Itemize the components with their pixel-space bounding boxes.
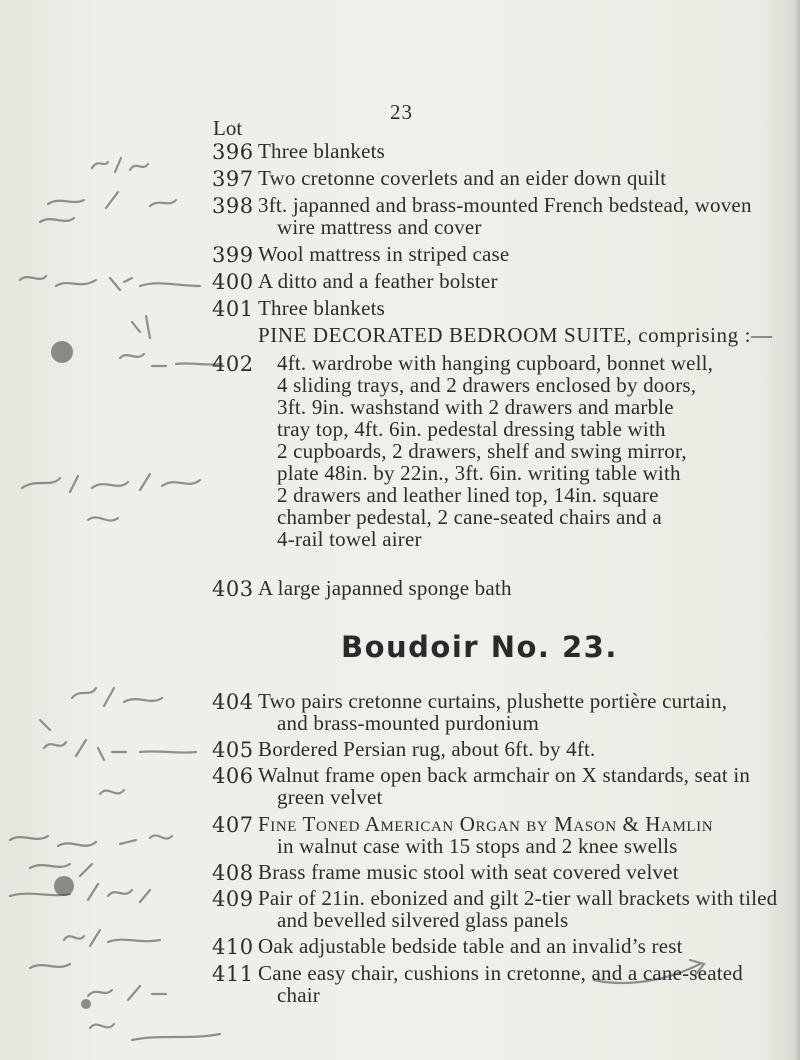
description-line: 4ft. wardrobe with hanging cupboard, bonnet well, [277, 351, 714, 375]
description-line: and bevelled silvered glass panels [277, 908, 569, 932]
lot-description [258, 861, 792, 883]
lot-description [258, 194, 792, 238]
lot-description [258, 764, 792, 808]
description-line: Walnut frame open back armchair on X standards, seat in [258, 763, 751, 787]
section-heading: Boudoir No. 23. [341, 630, 618, 664]
description-line: Three blankets [258, 139, 385, 163]
page-number: 23 [390, 100, 413, 124]
lot-number: 396 [212, 140, 254, 164]
description-line: plate 48in. by 22in., 3ft. 6in. writing table with [277, 461, 681, 485]
description-line: 3ft. japanned and brass-mounted French bedstead, woven [258, 193, 752, 217]
lot-column-header: Lot [213, 116, 243, 140]
lot-number: 397 [212, 167, 254, 191]
lot-number: 401 [212, 297, 254, 321]
lot-number: 406 [212, 764, 254, 788]
description-line: tray top, 4ft. 6in. pedestal dressing table with [277, 417, 666, 441]
suite-heading-text: PINE DECORATED BEDROOM SUITE, comprising :— [258, 323, 773, 347]
lot-number: 410 [212, 935, 254, 959]
lot-description [258, 140, 792, 162]
description-line: Two pairs cretonne curtains, plushette portière curtain, [258, 689, 728, 713]
lot-description [258, 167, 792, 189]
lot-number: 399 [212, 243, 254, 267]
lot-description [258, 813, 792, 857]
lot-number: 403 [212, 577, 254, 601]
lot-number: 409 [212, 887, 254, 911]
description-line: Bordered Persian rug, about 6ft. by 4ft. [258, 737, 596, 761]
lot-number: 400 [212, 270, 254, 294]
description-line: Pair of 21in. ebonized and gilt 2-tier wall brackets with tiled [258, 886, 778, 910]
description-line: green velvet [277, 785, 383, 809]
description-line: 4-rail towel airer [277, 527, 422, 551]
description-line: chamber pedestal, 2 cane-seated chairs and a [277, 505, 662, 529]
lot-description [258, 962, 792, 1006]
description-line: 3ft. 9in. washstand with 2 drawers and marble [277, 395, 674, 419]
lot-number: 405 [212, 738, 254, 762]
description-line: in walnut case with 15 stops and 2 knee swells [277, 834, 678, 858]
lot-number: 404 [212, 690, 254, 714]
lot-description [258, 690, 792, 734]
lot-description [258, 887, 792, 931]
description-line: Wool mattress in striped case [258, 242, 510, 266]
description-line: 2 cupboards, 2 drawers, shelf and swing mirror, [277, 439, 687, 463]
suite-heading [258, 324, 792, 346]
lot-description [277, 352, 792, 550]
lot-number: 398 [212, 194, 254, 218]
lot-description [258, 297, 792, 319]
description-line: 4 sliding trays, and 2 drawers enclosed by doors, [277, 373, 697, 397]
description-line: Brass frame music stool with seat covered velvet [258, 860, 679, 884]
description-line: Oak adjustable bedside table and an invalid’s rest [258, 934, 683, 958]
lot-description [258, 270, 792, 292]
lot-description [258, 577, 792, 599]
page-edge-shadow [794, 0, 800, 1060]
lot-number: 411 [212, 962, 254, 986]
description-line: and brass-mounted purdonium [277, 711, 540, 735]
lot-number: 407 [212, 813, 254, 837]
description-line: 2 drawers and leather lined top, 14in. square [277, 483, 659, 507]
lot-description [258, 243, 792, 265]
description-line: Fine Toned American Organ by Mason & Hamlin [258, 812, 714, 836]
lot-number: 408 [212, 861, 254, 885]
description-line: chair [277, 983, 320, 1007]
lot-description [258, 935, 792, 957]
lot-number: 402 [212, 352, 254, 376]
description-line: A large japanned sponge bath [258, 576, 512, 600]
description-line: Cane easy chair, cushions in cretonne, and a cane-seated [258, 961, 743, 985]
description-line: A ditto and a feather bolster [258, 269, 498, 293]
description-line: Three blankets [258, 296, 385, 320]
description-line: Two cretonne coverlets and an eider down quilt [258, 166, 667, 190]
description-line: wire mattress and cover [277, 215, 482, 239]
lot-description [258, 738, 792, 760]
